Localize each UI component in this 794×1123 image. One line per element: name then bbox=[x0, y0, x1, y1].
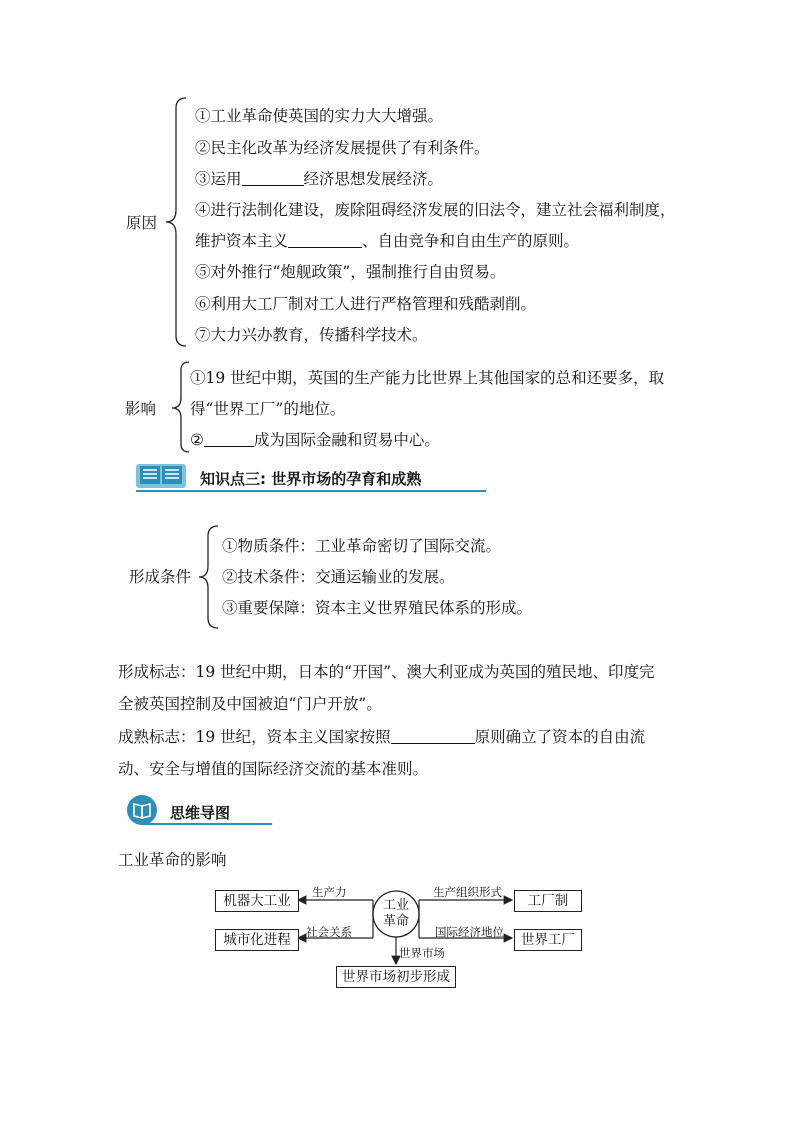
effect-label: 影响 bbox=[125, 400, 157, 418]
cause-item-6: ⑥利用大工厂制对工人进行严格管理和残酷剥削。 bbox=[195, 295, 537, 313]
effect-item-2: ② 成为国际金融和贸易中心。 bbox=[190, 431, 440, 449]
box-machine-industry: 机器大工业 bbox=[215, 890, 299, 912]
effect-item-1-cont: 得“世界工厂”的地位。 bbox=[190, 400, 346, 418]
effect-item-1: ①19 世纪中期，英国的生产能力比世界上其他国家的总和还要多，取 bbox=[190, 369, 665, 387]
cause-item-3: ③运用 经济思想发展经济。 bbox=[195, 170, 444, 188]
condition-label: 形成条件 bbox=[129, 568, 192, 586]
cause-item-5: ⑤对外推行“炮舰政策”，强制推行自由贸易。 bbox=[195, 263, 506, 281]
maturity-mark-line2: 动、安全与增值的国际经济交流的基本准则。 bbox=[118, 760, 429, 778]
section-title: 知识点三: 世界市场的孕育和成熟 bbox=[200, 470, 422, 488]
edge-label-social: 社会关系 bbox=[306, 925, 352, 939]
box-world-market: 世界市场初步形成 bbox=[336, 966, 456, 988]
cause-item-2: ②民主化改革为经济发展提供了有利条件。 bbox=[195, 139, 490, 157]
cause-item-4-cont: 维护资本主义 、自由竞争和自由生产的原则。 bbox=[195, 232, 580, 250]
cause-item-4: ④进行法制化建设，废除阻碍经济发展的旧法令，建立社会福利制度， bbox=[195, 201, 676, 219]
formation-mark-line2: 全被英国控制及中国被迫“门户开放”。 bbox=[118, 695, 382, 713]
edge-label-organization: 生产组织形式 bbox=[433, 885, 502, 899]
mindmap-title: 思维导图 bbox=[170, 804, 231, 822]
center-label: 工业 革命 bbox=[382, 898, 409, 929]
edge-label-market: 世界市场 bbox=[399, 946, 445, 960]
condition-item-2: ②技术条件：交通运输业的发展。 bbox=[222, 568, 455, 586]
maturity-mark-line1: 成熟标志：19 世纪，资本主义国家按照 原则确立了资本的自由流 bbox=[118, 728, 646, 746]
condition-item-1: ①物质条件：工业革命密切了国际交流。 bbox=[222, 537, 502, 555]
cause-label: 原因 bbox=[126, 214, 158, 232]
box-world-factory: 世界工厂 bbox=[514, 929, 582, 951]
mindmap-subtitle: 工业革命的影响 bbox=[118, 851, 227, 869]
box-factory-system: 工厂制 bbox=[514, 890, 582, 912]
cause-item-7: ⑦大力兴办教育，传播科学技术。 bbox=[195, 326, 428, 344]
box-urbanization: 城市化进程 bbox=[215, 929, 299, 951]
condition-item-3: ③重要保障：资本主义世界殖民体系的形成。 bbox=[222, 599, 533, 617]
formation-mark-line1: 形成标志：19 世纪中期，日本的“开国”、澳大利亚成为英国的殖民地、印度完 bbox=[118, 663, 655, 681]
edge-label-intl: 国际经济地位 bbox=[435, 925, 504, 939]
edge-label-productivity: 生产力 bbox=[312, 885, 347, 899]
cause-item-1: ①工业革命使英国的实力大大增强。 bbox=[195, 107, 444, 125]
